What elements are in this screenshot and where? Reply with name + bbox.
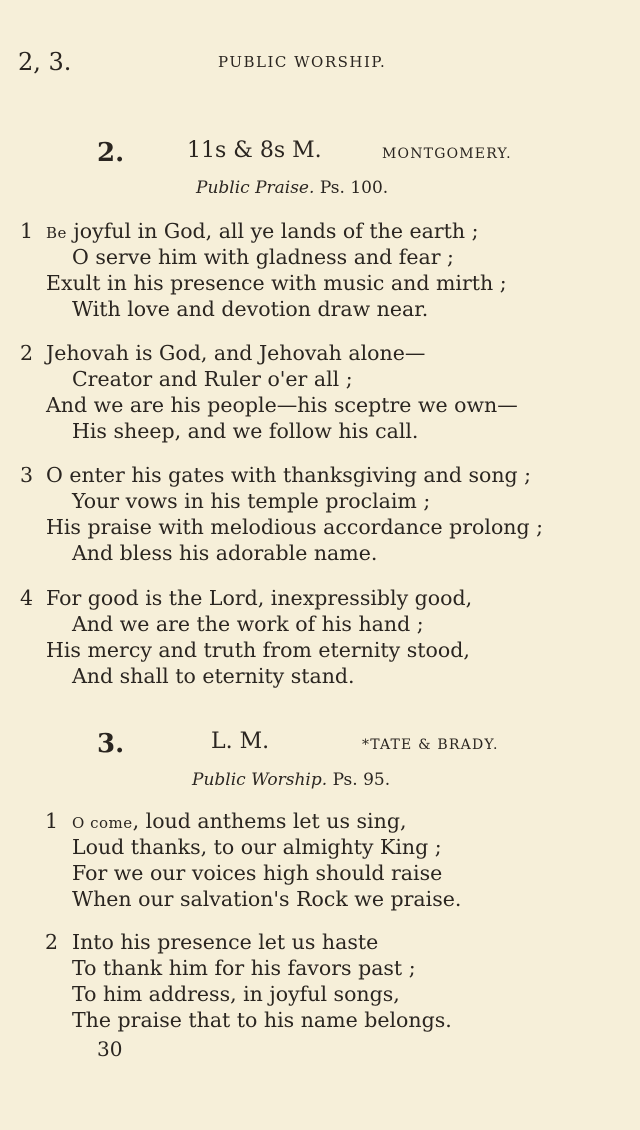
page-number: 30 — [97, 1037, 123, 1061]
hymn-subtitle-title: Public Praise. — [196, 178, 315, 198]
psalm-reference: Ps. 95. — [332, 770, 391, 790]
hymn-author: *TATE & BRADY. — [362, 737, 499, 753]
stanza-number: 1 — [20, 219, 34, 243]
verse-line: When our salvation's Rock we praise. — [72, 887, 462, 911]
verse-line: And bless his adorable name. — [72, 541, 378, 565]
first-word: O come — [72, 814, 133, 832]
verse-line: The praise that to his name belongs. — [72, 1008, 452, 1032]
verse-line: And shall to eternity stand. — [72, 664, 355, 688]
stanza-number: 3 — [20, 463, 34, 487]
verse-line: Into his presence let us haste — [72, 930, 379, 954]
verse-line: Jehovah is God, and Jehovah alone— — [46, 341, 426, 365]
running-title: PUBLIC WORSHIP. — [218, 53, 387, 71]
verse-line: Exult in his presence with music and mirth ; — [46, 271, 507, 295]
running-head — [18, 48, 620, 76]
verse-line: With love and devotion draw near. — [72, 297, 429, 321]
first-word: Be — [46, 224, 67, 242]
verse-line: His praise with melodious accordance prolong ; — [46, 515, 544, 539]
verse-line: Your vows in his temple proclaim ; — [72, 489, 431, 513]
hymn-heading — [0, 138, 640, 168]
verse-line: And we are his people—his sceptre we own— — [46, 393, 518, 417]
verse-line: To him address, in joyful songs, — [72, 982, 400, 1006]
hymn-subtitle — [192, 770, 390, 790]
page-reference: 2, 3. — [18, 48, 72, 76]
verse-line: To thank him for his favors past ; — [72, 956, 416, 980]
verse-line: And we are the work of his hand ; — [72, 612, 424, 636]
psalm-reference: Ps. 100. — [319, 178, 389, 198]
stanza-number: 4 — [20, 586, 34, 610]
verse-line: Creator and Ruler o'er all ; — [72, 367, 353, 391]
stanza-number: 1 — [45, 809, 59, 833]
hymn-subtitle-title: Public Worship. — [192, 770, 328, 790]
hymn-subtitle — [196, 178, 388, 198]
hymn-meter: L. M. — [211, 729, 270, 754]
verse-line: O serve him with gladness and fear ; — [72, 245, 454, 269]
hymn-number: 2. — [97, 138, 125, 168]
hymn-author: MONTGOMERY. — [382, 146, 512, 162]
verse-line: Loud thanks, to our almighty King ; — [72, 835, 442, 859]
hymn-heading — [0, 729, 640, 759]
verse-line: O enter his gates with thanksgiving and song ; — [46, 463, 532, 487]
verse-line: O come, loud anthems let us sing, — [72, 809, 407, 833]
stanza-number: 2 — [45, 930, 59, 954]
verse-line: His sheep, and we follow his call. — [72, 419, 419, 443]
verse-line: His mercy and truth from eternity stood, — [46, 638, 470, 662]
verse-line: For good is the Lord, inexpressibly good, — [46, 586, 473, 610]
hymn-number: 3. — [97, 729, 125, 759]
hymn-meter: 11s & 8s M. — [187, 138, 322, 163]
stanza-number: 2 — [20, 341, 34, 365]
verse-line: For we our voices high should raise — [72, 861, 443, 885]
verse-line: Be joyful in God, all ye lands of the earth ; — [46, 219, 479, 243]
